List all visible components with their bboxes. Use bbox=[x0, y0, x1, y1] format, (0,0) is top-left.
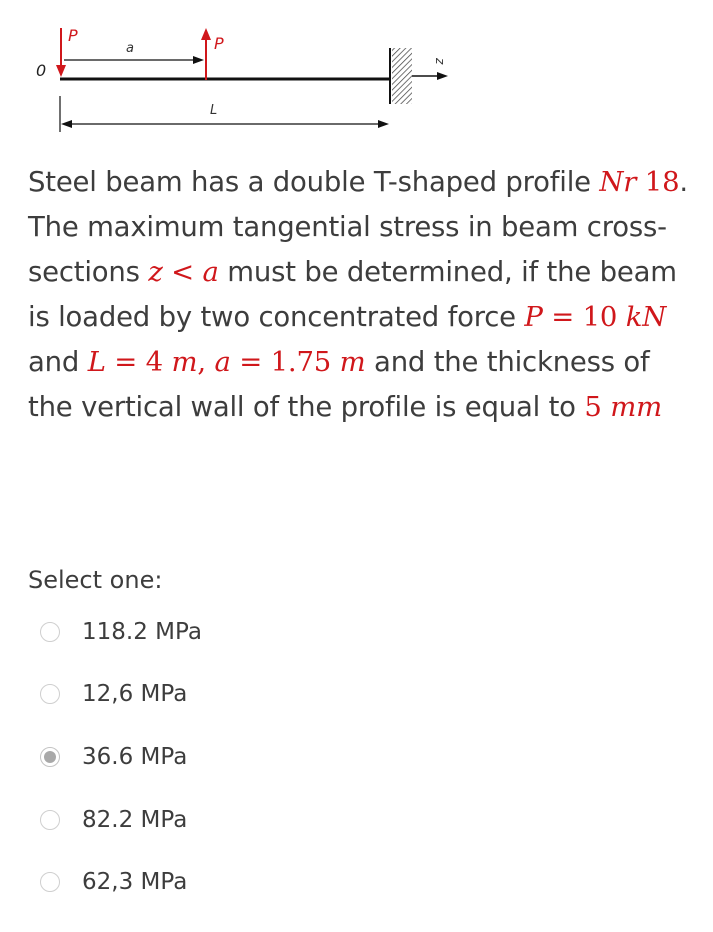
radio-button[interactable] bbox=[40, 684, 60, 704]
dimension-l-arrowhead-left bbox=[61, 120, 72, 128]
question-segment: . The maximum tangential stress in beam cross-sections bbox=[28, 166, 688, 288]
math-force: P = 10 kN bbox=[524, 301, 667, 333]
origin-label: 0 bbox=[36, 61, 47, 80]
force-right-label: P bbox=[214, 34, 224, 53]
math-nr: Nr 18 bbox=[599, 166, 680, 198]
radio-button[interactable] bbox=[40, 810, 60, 830]
math-thickness: 5 mm bbox=[584, 391, 662, 423]
force-left-label: P bbox=[68, 26, 78, 45]
question-segment: and the thickness of the vertical wall of the profile is equal to bbox=[28, 346, 650, 423]
question-text bbox=[28, 160, 698, 430]
axis-label-z: z bbox=[433, 58, 447, 65]
answer-option-4[interactable] bbox=[40, 800, 187, 840]
question-segment: and bbox=[28, 346, 88, 378]
select-one-prompt: Select one: bbox=[28, 566, 163, 594]
dimension-l-label: L bbox=[210, 103, 218, 118]
answer-option-1[interactable] bbox=[40, 612, 202, 652]
force-right-arrowhead bbox=[201, 28, 211, 40]
support-hatch bbox=[392, 48, 412, 104]
answer-label: 82.2 MPa bbox=[82, 807, 188, 833]
dimension-l-arrowhead-right bbox=[378, 120, 389, 128]
answer-label: 62,3 MPa bbox=[82, 869, 188, 895]
answer-label: 118.2 MPa bbox=[82, 619, 202, 645]
question-segment: must be determined, if the beam is loaded by two concentrated force bbox=[28, 256, 677, 333]
radio-button[interactable] bbox=[40, 622, 60, 642]
z-axis-arrowhead bbox=[437, 72, 448, 80]
dimension-a-label: a bbox=[126, 41, 134, 56]
answer-option-3[interactable] bbox=[40, 737, 187, 777]
question-segment: Steel beam has a double T-shaped profile bbox=[28, 166, 600, 198]
answer-label: 12,6 MPa bbox=[82, 681, 188, 707]
answer-option-2[interactable] bbox=[40, 674, 187, 714]
beam-diagram bbox=[24, 22, 464, 142]
radio-button[interactable] bbox=[40, 747, 60, 767]
answer-option-5[interactable] bbox=[40, 862, 187, 902]
dimension-a-arrowhead bbox=[193, 56, 204, 64]
force-left-arrowhead bbox=[56, 65, 66, 77]
math-z-lt-a: z < a bbox=[148, 256, 219, 288]
math-dimensions: L = 4 m, a = 1.75 m bbox=[87, 346, 366, 378]
answer-label: 36.6 MPa bbox=[82, 744, 188, 770]
radio-button[interactable] bbox=[40, 872, 60, 892]
